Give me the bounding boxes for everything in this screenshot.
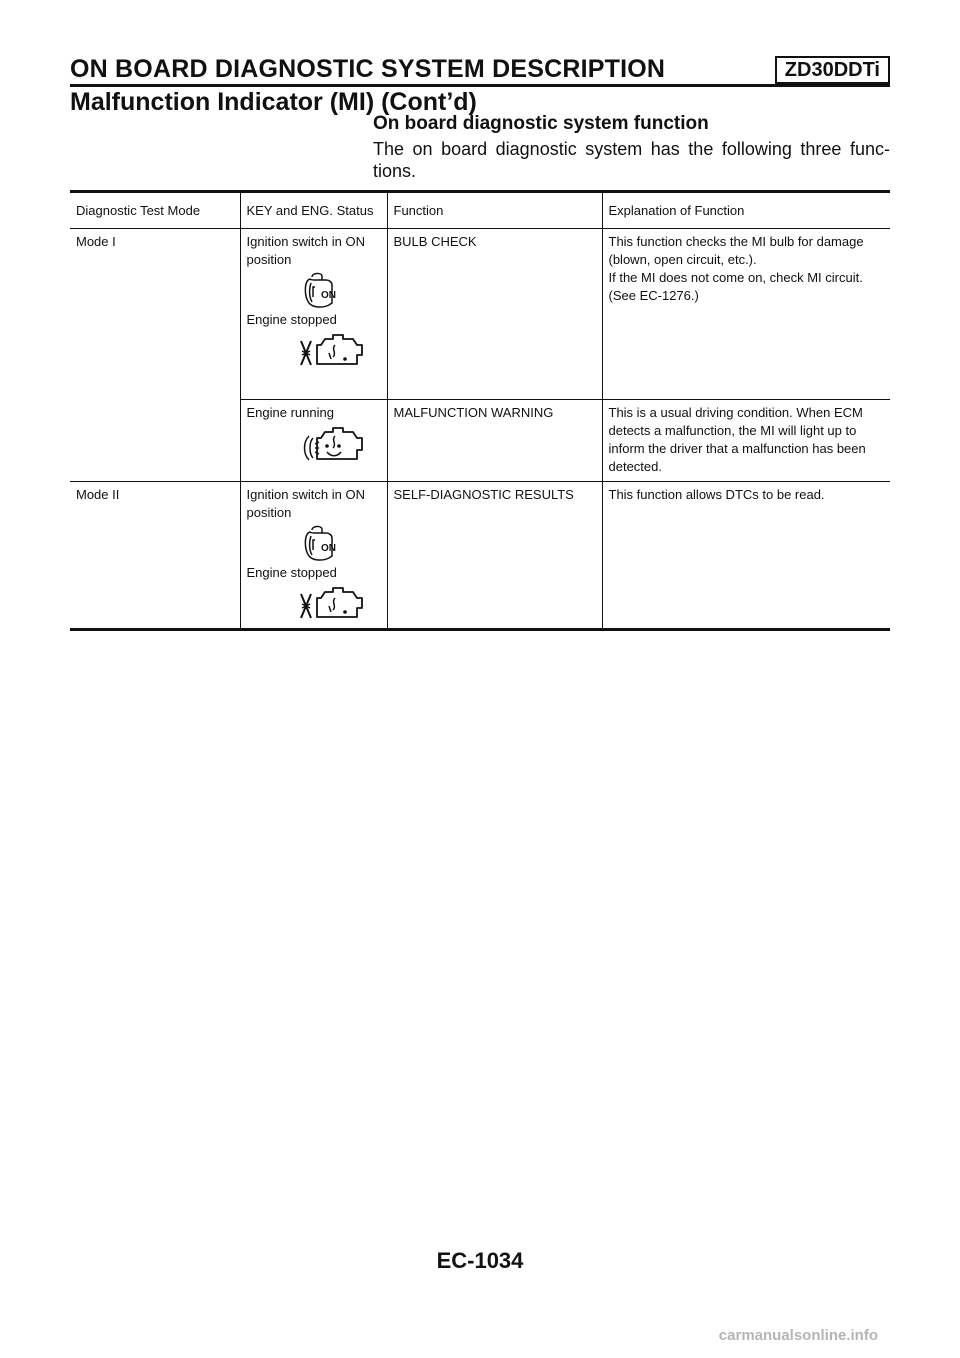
column-header: KEY and ENG. Status xyxy=(240,192,387,229)
status-cell xyxy=(240,229,387,400)
engine-stopped-icon xyxy=(299,331,365,369)
mode-label: Mode II xyxy=(76,487,120,502)
function-label: SELF-DIAGNOSTIC RESULTS xyxy=(393,487,574,502)
column-header: Diagnostic Test Mode xyxy=(70,192,240,229)
mode-cell xyxy=(70,482,240,630)
engine-stopped-icon xyxy=(299,584,365,622)
function-label: BULB CHECK xyxy=(393,234,477,249)
status-cell xyxy=(240,400,387,482)
status-cell xyxy=(240,482,387,630)
key-on-label: ON xyxy=(320,543,336,554)
function-label: MALFUNCTION WARNING xyxy=(393,405,554,420)
table-row xyxy=(70,229,890,400)
engine-code-badge: ZD30DDTi xyxy=(775,56,890,84)
key-on-label: ON xyxy=(320,290,336,301)
ignition-key-on-icon xyxy=(299,271,339,309)
column-header: Function xyxy=(387,192,602,229)
status-text: Ignition switch in ON position xyxy=(246,234,365,267)
explanation-text: This is a usual driving condition. When ECM detects a malfunction, the MI will light up to inform the driver that a malfunction has been detected. xyxy=(608,405,866,474)
page-header xyxy=(70,54,890,86)
explanation-cell xyxy=(602,229,890,400)
function-cell xyxy=(387,229,602,400)
column-header: Explanation of Function xyxy=(602,192,890,229)
mode-label: Mode I xyxy=(76,234,116,249)
function-cell xyxy=(387,482,602,630)
watermark: carmanualsonline.info xyxy=(718,1327,878,1344)
status-text: Engine running xyxy=(246,405,334,420)
ignition-key-on-icon xyxy=(299,524,339,562)
section-title: On board diagnostic system function xyxy=(373,113,709,134)
header-subtitle: Malfunction Indicator (MI) (Cont’d) xyxy=(70,88,477,116)
status-text: Engine stopped xyxy=(246,312,337,327)
mode-cell xyxy=(70,229,240,482)
table-row xyxy=(70,482,890,630)
diagnostic-mode-table xyxy=(70,190,890,631)
explanation-text: This function checks the MI bulb for damage (blown, open circuit, etc.). xyxy=(608,234,864,267)
header-title: ON BOARD DIAGNOSTIC SYSTEM DESCRIPTION xyxy=(70,55,666,83)
section-intro: The on board diagnostic system has the following three func- tions. xyxy=(373,139,890,181)
status-text: Engine stopped xyxy=(246,565,337,580)
page-number: EC-1034 xyxy=(436,1248,524,1273)
function-cell xyxy=(387,400,602,482)
explanation-cell xyxy=(602,482,890,630)
status-text: Ignition switch in ON position xyxy=(246,487,365,520)
table-header-row xyxy=(70,192,890,229)
explanation-text: This function allows DTCs to be read. xyxy=(608,487,825,502)
explanation-text: If the MI does not come on, check MI circuit. (See EC-1276.) xyxy=(608,270,863,303)
engine-running-icon xyxy=(299,424,365,466)
explanation-cell xyxy=(602,400,890,482)
